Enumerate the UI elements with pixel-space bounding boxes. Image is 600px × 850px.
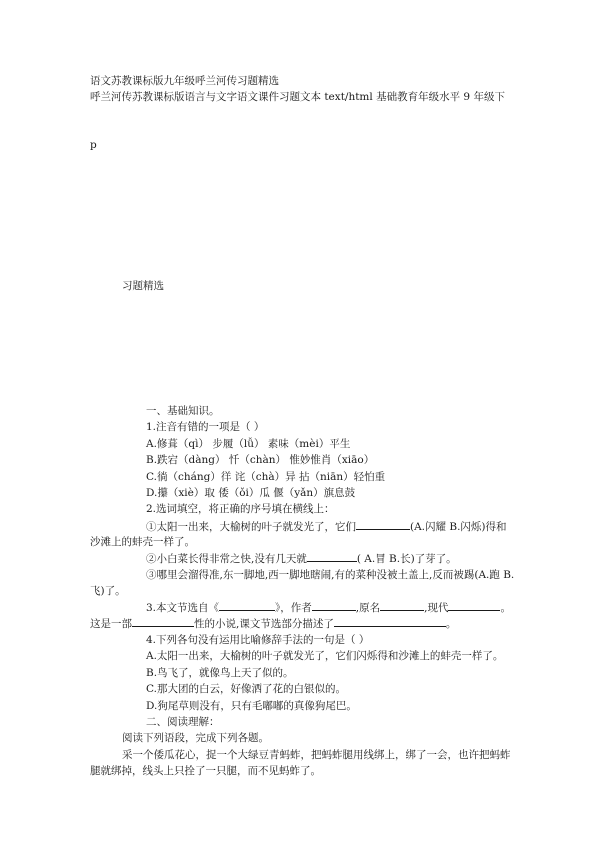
q3-line2 xyxy=(90,616,456,631)
part2-heading: 二、阅读理解： xyxy=(146,716,220,728)
doc-meta-line: 呼兰河传苏教课标版语言与文字语文课件习题文本 text/html 基础教育年级水平 9 年级下 xyxy=(90,91,505,103)
q3-text-f: 这是一部 xyxy=(90,618,132,630)
blank-line xyxy=(219,600,275,611)
q2-item2-text-a: ②小白菜长得非常之快,没有几天就 xyxy=(146,553,307,565)
blank-line xyxy=(132,616,194,627)
blank-line xyxy=(312,600,356,611)
q3-text-e: 。 xyxy=(500,602,511,614)
q4-stem: 4.下列各句没有运用比喻修辞手法的一句是（ ） xyxy=(146,634,370,646)
q2-item2-text-b: ( A.冒 B.长)了芽了。 xyxy=(356,553,457,565)
q1-option-b: B.跌宕（dàng） 忏（chàn） 惟妙惟肖（xiāo） xyxy=(146,454,375,466)
q2-item3-continued: 飞)了。 xyxy=(90,585,126,597)
q2-item2 xyxy=(146,551,457,566)
q4-option-c: C.那大团的白云，好像洒了花的白银似的。 xyxy=(146,683,346,695)
q1-option-a: A.修葺（qì） 步履（lǚ） 素味（mèi）平生 xyxy=(146,438,351,450)
q2-item1 xyxy=(146,519,507,534)
q3-text-b: 》，作者 xyxy=(275,602,312,614)
q3-text-a: 3.本文节选自《 xyxy=(146,602,220,614)
blank-line xyxy=(380,600,424,611)
q2-item1-continued: 沙滩上的蚌壳一样了。 xyxy=(90,536,195,548)
q3-text-g: 性的小说,课文节选部分描述了 xyxy=(194,618,334,630)
blank-line xyxy=(356,519,410,530)
q3-text-c: ,原名 xyxy=(355,602,381,614)
q2-item3: ③哪里会溜得准,东一脚地,西一脚地瞎闹,有的菜种没被土盖上,反而被踢(A.跑 B. xyxy=(146,569,515,581)
passage-line2: 腿就绑掉，线头上只拴了一只腿，而不见蚂蚱了。 xyxy=(90,765,321,777)
blank-line xyxy=(307,551,357,562)
q1-option-d: D.攥（xiè）取 倭（ǒi）瓜 偃（yǎn）旗息鼓 xyxy=(146,487,356,499)
q3-text-d: ,现代 xyxy=(424,602,449,614)
part2-intro: 阅读下列语段，完成下列各题。 xyxy=(122,732,269,744)
blank-line xyxy=(448,600,500,611)
q2-stem: 2.选词填空，将正确的序号填在横线上： xyxy=(146,503,335,515)
stray-text: p xyxy=(90,139,97,151)
part1-heading: 一、基础知识。 xyxy=(146,405,220,417)
q4-option-a: A.太阳一出来，大榆树的叶子就发光了，它们闪烁得和沙滩上的蚌壳一样了。 xyxy=(146,650,504,662)
q4-option-d: D.狗尾草则没有，只有毛嘟嘟的真像狗尾巴。 xyxy=(146,700,357,712)
q1-option-c: C.徜（cháng）徉 诧（chà）异 拈（niān）轻怕重 xyxy=(146,471,386,483)
q4-option-b: B.鸟飞了，就像鸟上天了似的。 xyxy=(146,667,294,679)
doc-title-line: 语文苏教课标版九年级呼兰河传习题精选 xyxy=(90,75,279,87)
q3-line1 xyxy=(146,600,511,615)
q2-item1-text-b: (A.闪耀 B.闪烁)得和 xyxy=(410,521,507,533)
passage-line1: 采一个倭瓜花心，捉一个大绿豆青蚂蚱，把蚂蚱腿用线绑上，绑了一会，也许把蚂蚱 xyxy=(122,749,511,761)
q1-stem: 1.注音有错的一项是（ ） xyxy=(146,421,265,433)
section-title: 习题精选 xyxy=(122,280,164,292)
q3-text-h: 。 xyxy=(445,618,457,630)
q2-item1-text-a: ①太阳一出来，大榆树的叶子就发光了，它们 xyxy=(146,521,356,533)
blank-line xyxy=(334,616,446,627)
